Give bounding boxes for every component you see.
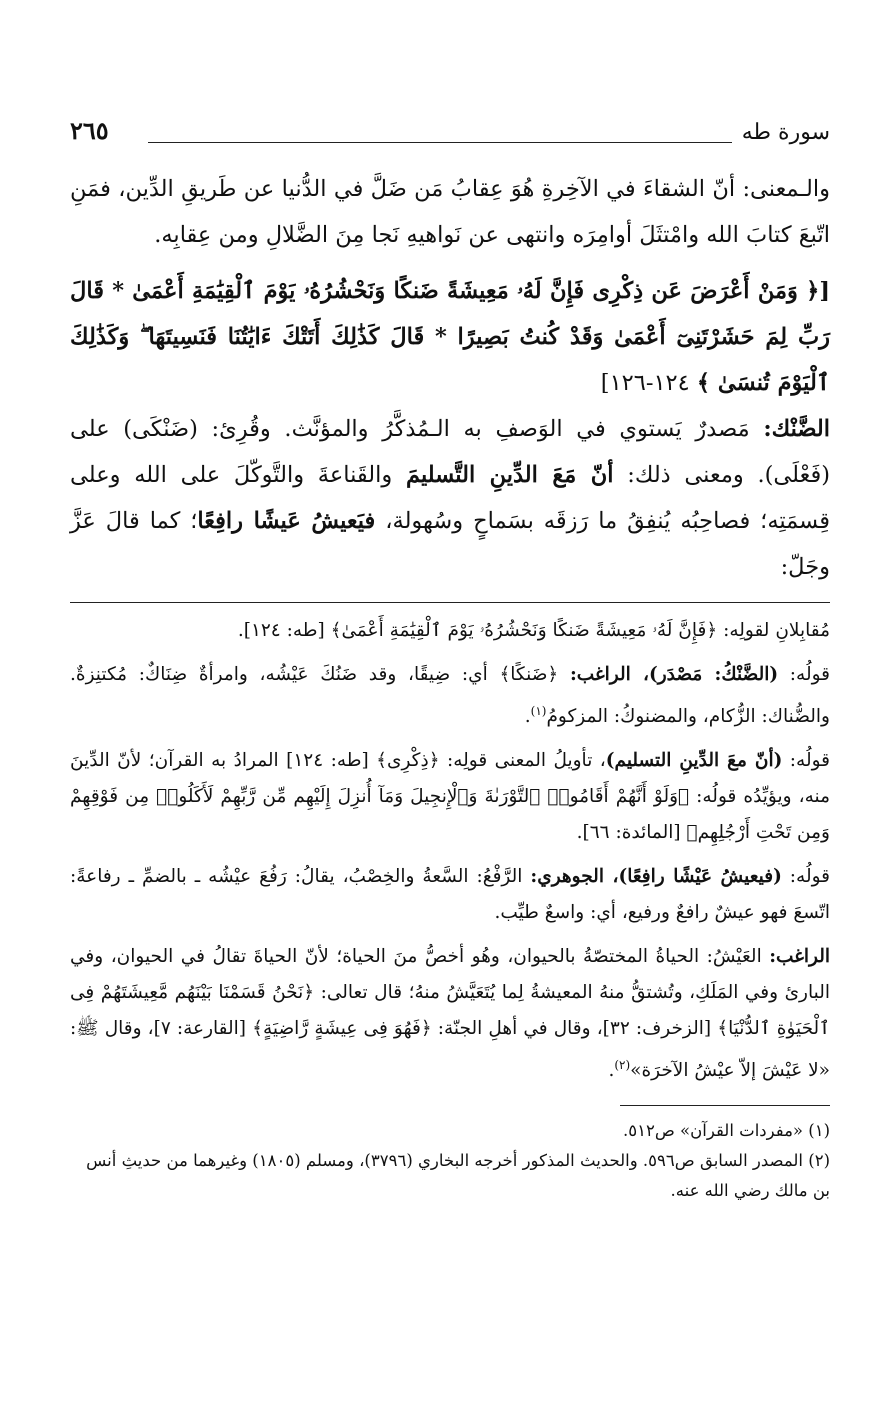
footnote-2: (٢) المصدر السابق ص٥٩٦. والحديث المذكور أخرجه البخاري (٣٧٩٦)، ومسلم (١٨٠٥) وغيرهما من حديثِ أنس بن مالك رضي الله عنه.: [86, 1151, 830, 1201]
section-divider: [70, 602, 830, 603]
note-lemma: (فيعيشُ عَيْشًا رافِعًا)، الجوهري:: [530, 866, 782, 888]
note-1: مُقابِلانِ لقولِه: ﴿فَإِنَّ لَهُۥ مَعِيشَةً ضَنكًا وَنَحْشُرُهُۥ يَوْمَ ٱلْقِيَٰمَةِ أَعْمَىٰ﴾ [طه: ١٢٤].: [237, 620, 830, 641]
commentary-paragraph: [70, 406, 830, 590]
note-text: قولُه:: [781, 866, 831, 888]
note-text: ﴿ضَنكًا﴾ أي: ضِيقًا، وقد ضَنُكَ عَيْشُه، وامرأةٌ ضِنَاكٌ: مُكتنِزةٌ. والضُّناك: الزُّكام، والمضنوكُ: المزكومُ: [70, 664, 830, 728]
main-text: [70, 166, 830, 590]
commentary-text: ؛ كما قالَ عَزَّ وجَلّ:: [70, 508, 830, 580]
header-rule: [148, 142, 732, 143]
note-text: .: [608, 1060, 615, 1082]
quran-verse-block: [70, 268, 830, 406]
note-text: الرَّفْعُ: السَّعةُ والخِصْبُ، يقالُ: رَفُعَ عيْشُه ـ بالضمِّ ـ رفاعةً: اتّسعَ فهو عيشٌ رافعٌ ورفيع، أي: واسعٌ طيِّب.: [70, 866, 830, 924]
note-text: ، تأويلُ المعنى قولِه: ﴿ذِكْرِى﴾ [طه: ١٢٤] المرادُ به القرآن؛ لأنّ الدِّينَ منه، ويؤيِّدُه قولُه: ﴿وَلَوْ أَنَّهُمْ أَقَامُوا۟ ٱلتَّوْرَىٰةَ وَٱلْإِنجِيلَ وَمَآ أُنزِلَ إِلَيْهِم مِّن رَّبِّهِمْ لَأَكَلُوا۟ مِن فَوْقِهِمْ وَمِن تَحْتِ أَرْجُلِهِم﴾ [المائدة: ٦٦].: [70, 750, 830, 844]
note-text: قولُه:: [782, 750, 830, 772]
note-lemma: الراغب:: [769, 946, 830, 968]
page: [70, 116, 831, 1206]
footnote-divider: [620, 1105, 830, 1106]
note-3: [70, 743, 830, 851]
verse-reference: ١٢٤-١٢٦]: [600, 370, 690, 396]
marginal-notes: [70, 613, 830, 1089]
commentary-quote: أنّ مَعَ الدِّينِ التَّسليمَ: [406, 462, 614, 488]
quran-verse: [﴿ وَمَنْ أَعْرَضَ عَن ذِكْرِى فَإِنَّ لَهُۥ مَعِيشَةً ضَنكًا وَنَحْشُرُهُۥ يَوْمَ ٱلْقِيَٰمَةِ أَعْمَىٰ * قَالَ رَبِّ لِمَ حَشَرْتَنِىٓ أَعْمَىٰ وَقَدْ كُنتُ بَصِيرًا * قَالَ كَذَٰلِكَ أَتَتْكَ ءَايَٰتُنَا فَنَسِيتَهَا ۖ وَكَذَٰلِكَ ٱلْيَوْمَ تُنسَىٰ ﴾: [70, 278, 830, 396]
note-5: [70, 939, 830, 1089]
note-text: قولُه:: [778, 664, 830, 685]
footnotes: [70, 1116, 830, 1206]
note-2: [70, 657, 830, 735]
footnote-1: (١) «مفردات القرآن» ص٥١٢.: [623, 1121, 830, 1141]
page-number: ٢٦٥: [70, 116, 109, 145]
footnote-marker[interactable]: (٢): [614, 1058, 631, 1073]
running-header: [70, 116, 830, 166]
note-text: .: [524, 706, 531, 728]
note-lemma: (الضَّنْكُ: مَصْدَر)، الراغب:: [569, 664, 779, 685]
defined-term: الضَّنْك:: [763, 416, 830, 442]
note-lemma: (أنّ معَ الدِّينِ التسليم): [605, 750, 783, 772]
note-text: العَيْشُ: الحياةُ المختصّةُ بالحيوان، وهُو أخصُّ منَ الحياة؛ لأنّ الحياةَ تقالُ في الحيوان، وفي البارئ وفي المَلَكِ، وتُشتقُّ منهُ المعيشةُ لِما يُتَعَيَّشُ منهُ؛ قال تعالى: ﴿نَحْنُ قَسَمْنَا بَيْنَهُم مَّعِيشَتَهُمْ فِى ٱلْحَيَوٰةِ ٱلدُّنْيَا﴾ [الزخرف: ٣٢]، وقال في أهلِ الجنّة: ﴿فَهُوَ فِى عِيشَةٍ رَّاضِيَةٍ﴾ [القارعة: ٧]، وقال ﷺ: «لا عَيْشَ إلاّ عيْشُ الآخرَة»: [70, 946, 830, 1082]
commentary-text: والقَناعةَ والتَّوكّلَ على الله وعلى قِسمَتِه؛ فصاحِبُه يُنفِقُ ما رَزقَه بسَماحٍ وسُهولة،: [70, 462, 831, 534]
commentary-quote: فيَعيشُ عَيشًا رافِعًا: [197, 508, 376, 534]
note-4: [70, 859, 830, 931]
surah-title: سورة طه: [741, 120, 830, 145]
intro-paragraph: والـمعنى: أنّ الشقاءَ في الآخِرةِ هُوَ عِقابُ مَن ضَلَّ في الدُّنيا عن طَريقِ الدِّين، فمَنِ اتّبعَ كتابَ الله وامْتثَلَ أوامِرَه وانتهى عن نَواهيهِ نَجا مِنَ الضَّلالِ ومن عِقابِه.: [70, 176, 830, 248]
footnote-marker[interactable]: (١): [530, 704, 547, 718]
commentary-text: مَصدرٌ يَستوي في الوَصفِ به الـمُذكَّرُ والمؤنَّث. وقُرِئ: (ضَنْكَى) على (فَعْلَى). ومعنى ذلك:: [70, 416, 830, 488]
